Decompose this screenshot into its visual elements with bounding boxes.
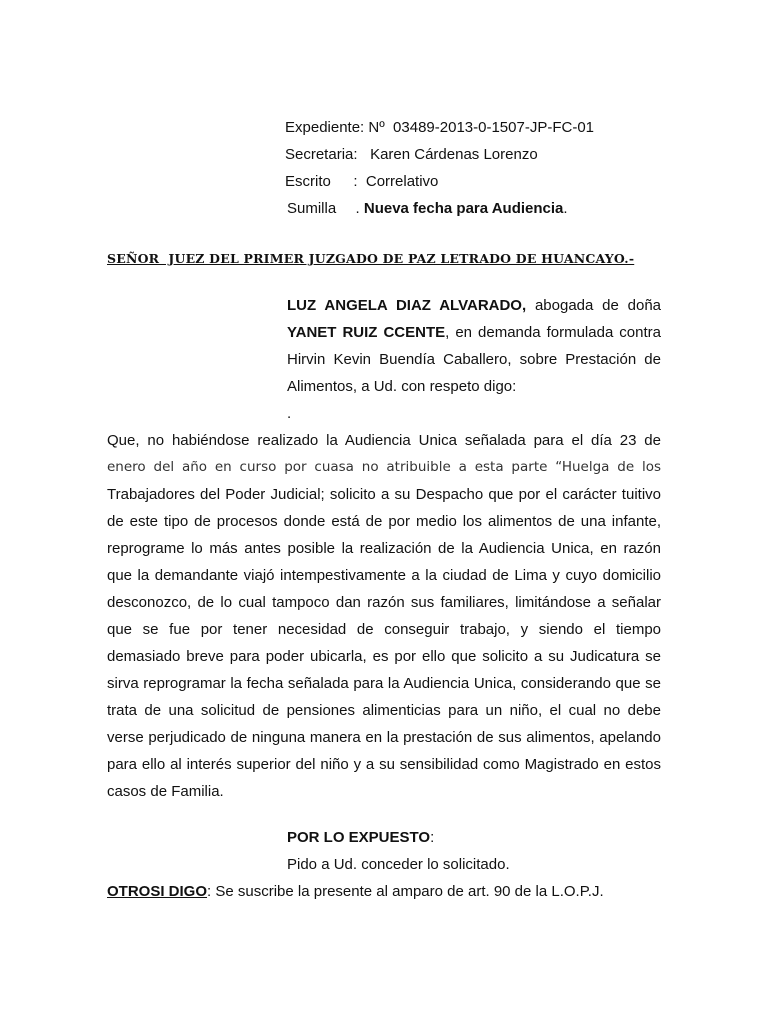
- intro-paragraph: [287, 292, 661, 400]
- sumilla-label: Sumilla: [287, 200, 337, 217]
- request-line: Pido a Ud. conceder lo solicitado.: [287, 856, 510, 873]
- intro-text-1: abogada de doña: [526, 297, 661, 314]
- body-line: enero del año en curso por cuasa no atribuible a esta parte “Huelga de los: [107, 459, 661, 475]
- expediente-value: Nº 03489-2013-0-1507-JP-FC-01: [368, 119, 594, 136]
- sumilla-value: Nueva fecha para Audiencia: [363, 200, 564, 217]
- secretaria-line: [285, 146, 538, 164]
- body-line: Que, no habiéndose realizado la Audiencia Unica señalada para el día 23 de: [107, 432, 661, 449]
- body-line: reprograme lo más antes posible la realización de la Audiencia Unica, en razón: [107, 540, 661, 557]
- body-line: que se fue por tener necesidad de conseguir trabajo, y siendo el tiempo: [107, 621, 661, 638]
- body-line: verse perjudicado de ninguna manera en la prestación de sus alimentos, apelando: [107, 729, 661, 746]
- otrosi-label: OTROSI DIGO: [107, 883, 208, 900]
- body-line: desconozco, de lo cual tampoco dan razón sus familiares, limitándose a señalar: [107, 594, 661, 611]
- sumilla-separator: .: [355, 200, 360, 217]
- otrosi-line: [107, 883, 604, 900]
- expediente-line: [285, 119, 594, 137]
- sumilla-end: .: [563, 200, 568, 217]
- body-line: que la demandante viajó intempestivamente a la ciudad de Lima y cuyo domicilio: [107, 567, 661, 584]
- expediente-label: Expediente:: [285, 119, 365, 136]
- body-paragraph: [107, 427, 661, 805]
- attorney-name: LUZ ANGELA DIAZ ALVARADO,: [287, 297, 527, 314]
- otrosi-text: : Se suscribe la presente al amparo de art. 90 de la L.O.P.J.: [207, 883, 604, 900]
- escrito-label: Escrito: [285, 173, 331, 190]
- addressee-heading: SEÑOR JUEZ DEL PRIMER JUZGADO DE PAZ LETRADO DE HUANCAYO.-: [107, 251, 635, 266]
- expuesto-colon: :: [430, 829, 435, 846]
- client-name: YANET RUIZ CCENTE: [287, 324, 446, 341]
- escrito-separator: :: [353, 173, 358, 190]
- body-line: Trabajadores del Poder Judicial; solicito a su Despacho que por el carácter tuitivo: [107, 486, 661, 503]
- intro-text-2: , en demanda formulada contra Hirvin Kevin Buendía Caballero, sobre Prestación de Alimentos, a Ud. con respeto digo:: [287, 324, 661, 395]
- intro-dot: .: [287, 405, 292, 422]
- body-line: de este tipo de procesos donde está de por medio los alimentos de una infante,: [107, 513, 661, 530]
- expuesto-heading: [287, 829, 434, 846]
- body-line: trata de una solicitud de pensiones alimenticias para un niño, el cual no debe: [107, 702, 661, 719]
- body-line: sirva reprogramar la fecha señalada para la Audiencia Unica, considerando que se: [107, 675, 661, 692]
- secretaria-value: Karen Cárdenas Lorenzo: [370, 146, 538, 163]
- body-line: casos de Familia.: [107, 783, 224, 800]
- body-line: demasiado breve para poder ubicarla, es por ello que solicito a su Judicatura se: [107, 648, 661, 665]
- escrito-value: Correlativo: [365, 173, 439, 190]
- expuesto-label: POR LO EXPUESTO: [287, 829, 431, 846]
- body-line: para ello al interés superior del niño y a su sensibilidad como Magistrado en estos: [107, 756, 661, 773]
- escrito-line: [285, 173, 438, 191]
- secretaria-label: Secretaria:: [285, 146, 358, 163]
- sumilla-line: [285, 200, 568, 218]
